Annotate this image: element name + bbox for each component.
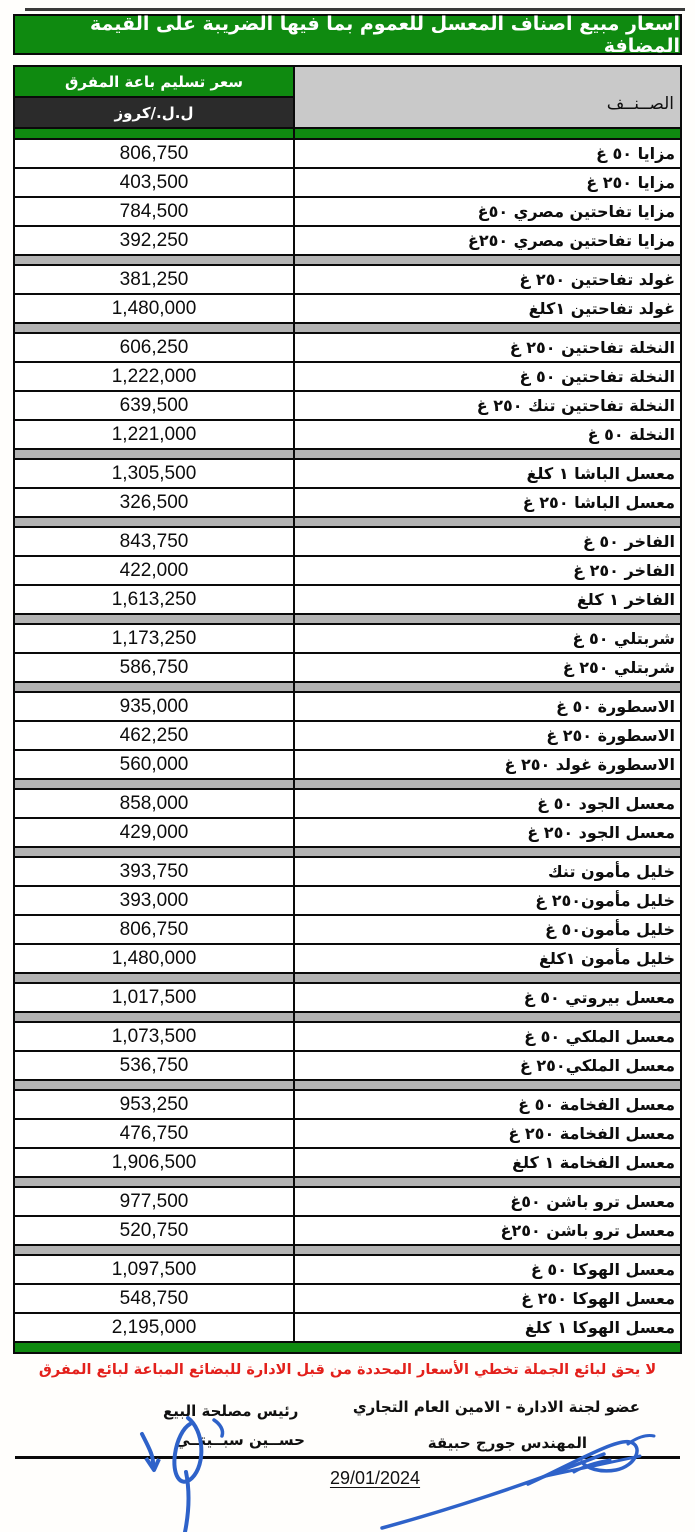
separator-item-cell — [295, 615, 680, 623]
item-cell: الفاخر ٥٠ غ — [582, 532, 675, 551]
separator-price-cell — [15, 1081, 295, 1089]
item-cell: الاسطورة ٥٠ غ — [555, 697, 675, 716]
table-row — [15, 140, 680, 169]
price-cell: 1,480,000 — [15, 295, 295, 322]
item-cell: خليل مأمون ١كلغ — [538, 949, 675, 968]
price-cell: 560,000 — [15, 751, 295, 778]
item-cell: معسل بيروتي ٥٠ غ — [523, 988, 675, 1007]
price-cell: 784,500 — [15, 198, 295, 225]
item-cell: النخلة تفاحتين ٥٠ غ — [519, 367, 675, 386]
item-cell: غولد تفاحتين ٢٥٠ غ — [519, 270, 675, 289]
group-separator — [15, 1013, 680, 1023]
group-separator — [15, 518, 680, 528]
separator-price-cell — [15, 256, 295, 264]
price-cell: 422,000 — [15, 557, 295, 584]
item-cell: معسل الفخامة ٢٥٠ غ — [508, 1124, 675, 1143]
separator-price-cell — [15, 1013, 295, 1021]
table-row — [15, 421, 680, 450]
scan-artifact-line — [25, 8, 685, 11]
price-cell: 1,222,000 — [15, 363, 295, 390]
separator-price-cell — [15, 848, 295, 856]
price-cell: 935,000 — [15, 693, 295, 720]
table-row — [15, 334, 680, 363]
green-separator-top — [15, 129, 680, 140]
table-row — [15, 1091, 680, 1120]
item-cell: خليل مأمون٢٥٠ غ — [535, 891, 675, 910]
item-cell: الفاخر ٢٥٠ غ — [573, 561, 675, 580]
price-cell: 1,221,000 — [15, 421, 295, 448]
table-body — [15, 140, 680, 1343]
price-cell: 393,000 — [15, 887, 295, 914]
separator-price-cell — [15, 683, 295, 691]
item-cell: معسل الباشا ١ كلغ — [526, 464, 675, 483]
table-row — [15, 1149, 680, 1178]
table-row — [15, 945, 680, 974]
item-cell: معسل الملكي٢٥٠ غ — [519, 1056, 675, 1075]
price-cell: 520,750 — [15, 1217, 295, 1244]
price-unit-label: ل.ل./كروز — [15, 98, 293, 127]
table-row — [15, 1314, 680, 1343]
item-cell: الفاخر ١ كلغ — [576, 590, 675, 609]
table-row — [15, 489, 680, 518]
item-cell: معسل الجود ٥٠ غ — [537, 794, 675, 813]
table-row — [15, 586, 680, 615]
item-cell: مزايا تفاحتين مصري ٢٥٠غ — [467, 231, 675, 250]
group-separator — [15, 615, 680, 625]
price-cell: 536,750 — [15, 1052, 295, 1079]
separator-item-cell — [295, 1246, 680, 1254]
price-cell: 476,750 — [15, 1120, 295, 1147]
wholesale-notice-text: لا يحق لبائع الجملة تخطي الأسعار المحددة من قبل الادارة للبضائع المباعة لبائع المفرق — [38, 1362, 657, 1378]
price-cell: 381,250 — [15, 266, 295, 293]
separator-price-cell — [15, 974, 295, 982]
table-row — [15, 887, 680, 916]
price-cell: 403,500 — [15, 169, 295, 196]
item-cell: خليل مأمون٥٠ غ — [545, 920, 675, 939]
item-cell: معسل الجود ٢٥٠ غ — [527, 823, 675, 842]
price-table — [13, 65, 682, 1354]
separator-price-cell — [15, 324, 295, 332]
table-row — [15, 722, 680, 751]
table-row — [15, 751, 680, 780]
item-cell: شربتلي ٢٥٠ غ — [562, 658, 675, 677]
item-cell: معسل ترو باشن ٥٠غ — [510, 1192, 675, 1211]
table-row — [15, 1285, 680, 1314]
item-cell: الاسطورة ٢٥٠ غ — [546, 726, 675, 745]
price-cell: 858,000 — [15, 790, 295, 817]
item-cell: النخلة تفاحتين تنك ٢٥٠ غ — [476, 396, 675, 415]
item-header-label: الصــنــف — [606, 94, 674, 114]
price-cell: 393,750 — [15, 858, 295, 885]
table-row — [15, 625, 680, 654]
item-cell: الاسطورة غولد ٢٥٠ غ — [504, 755, 675, 774]
price-cell: 1,073,500 — [15, 1023, 295, 1050]
group-separator — [15, 780, 680, 790]
item-cell: مزايا تفاحتين مصري ٥٠غ — [477, 202, 675, 221]
separator-item-cell — [295, 974, 680, 982]
separator-item-cell — [295, 256, 680, 264]
group-separator — [15, 683, 680, 693]
group-separator — [15, 450, 680, 460]
item-cell: مزايا ٥٠ غ — [596, 144, 675, 163]
separator-item-cell — [295, 848, 680, 856]
price-cell: 2,195,000 — [15, 1314, 295, 1341]
right-signatory-name: المهندس جورج حبيقة — [427, 1434, 587, 1452]
item-column-header — [295, 67, 680, 127]
table-row — [15, 693, 680, 722]
item-cell: خليل مأمون تنك — [548, 862, 675, 881]
price-cell: 429,000 — [15, 819, 295, 846]
price-cell: 1,305,500 — [15, 460, 295, 487]
price-cell: 1,613,250 — [15, 586, 295, 613]
separator-item-cell — [295, 683, 680, 691]
price-cell: 586,750 — [15, 654, 295, 681]
table-row — [15, 557, 680, 586]
price-cell: 1,480,000 — [15, 945, 295, 972]
separator-item-cell — [295, 1013, 680, 1021]
group-separator — [15, 1081, 680, 1091]
price-cell: 392,250 — [15, 227, 295, 254]
table-row — [15, 819, 680, 848]
separator-price-cell — [15, 1246, 295, 1254]
group-separator — [15, 974, 680, 984]
table-row — [15, 916, 680, 945]
item-cell: معسل الهوكا ١ كلغ — [524, 1318, 675, 1337]
table-row — [15, 1052, 680, 1081]
table-row — [15, 1023, 680, 1052]
price-cell: 977,500 — [15, 1188, 295, 1215]
table-row — [15, 1256, 680, 1285]
item-cell: معسل الفخامة ٥٠ غ — [518, 1095, 675, 1114]
table-row — [15, 460, 680, 489]
table-row — [15, 295, 680, 324]
price-header-label: سعر تسليم باعة المفرق — [15, 67, 293, 98]
table-row — [15, 198, 680, 227]
group-separator — [15, 1178, 680, 1188]
group-separator — [15, 1246, 680, 1256]
left-signatory-title: رئيس مصلحة البيع — [163, 1402, 299, 1420]
table-row — [15, 858, 680, 887]
price-cell: 1,906,500 — [15, 1149, 295, 1176]
price-cell: 1,173,250 — [15, 625, 295, 652]
table-row — [15, 984, 680, 1013]
left-signatory-name: حســين سبــيتــي — [175, 1431, 305, 1449]
item-cell: شربتلي ٥٠ غ — [572, 629, 675, 648]
separator-item-cell — [295, 518, 680, 526]
table-row — [15, 528, 680, 557]
item-cell: معسل الهوكا ٥٠ غ — [530, 1260, 675, 1279]
item-cell: مزايا ٢٥٠ غ — [586, 173, 675, 192]
price-cell: 326,500 — [15, 489, 295, 516]
separator-item-cell — [295, 324, 680, 332]
table-row — [15, 1120, 680, 1149]
price-cell: 843,750 — [15, 528, 295, 555]
item-cell: النخلة ٥٠ غ — [587, 425, 675, 444]
item-cell: معسل الفخامة ١ كلغ — [512, 1153, 675, 1172]
table-row — [15, 790, 680, 819]
separator-price-cell — [15, 615, 295, 623]
price-cell: 548,750 — [15, 1285, 295, 1312]
table-header-row — [15, 67, 680, 129]
table-row — [15, 266, 680, 295]
price-cell: 1,017,500 — [15, 984, 295, 1011]
price-cell: 806,750 — [15, 916, 295, 943]
price-cell: 806,750 — [15, 140, 295, 167]
separator-item-cell — [295, 1178, 680, 1186]
table-row — [15, 654, 680, 683]
right-signatory-title: عضو لجنة الادارة - الامين العام التجاري — [352, 1398, 640, 1416]
price-column-header — [15, 67, 295, 127]
right-handwritten-signature — [378, 1432, 673, 1532]
table-row — [15, 1188, 680, 1217]
table-row — [15, 392, 680, 421]
green-separator-bottom — [15, 1343, 680, 1352]
table-row — [15, 1217, 680, 1246]
price-cell: 953,250 — [15, 1091, 295, 1118]
price-cell: 606,250 — [15, 334, 295, 361]
separator-price-cell — [15, 518, 295, 526]
separator-item-cell — [295, 1081, 680, 1089]
item-cell: معسل الباشا ٢٥٠ غ — [522, 493, 675, 512]
group-separator — [15, 848, 680, 858]
separator-price-cell — [15, 450, 295, 458]
left-handwritten-signature — [128, 1412, 233, 1532]
separator-item-cell — [295, 780, 680, 788]
separator-price-cell — [15, 1178, 295, 1186]
group-separator — [15, 256, 680, 266]
table-row — [15, 363, 680, 392]
page-title: اسعار مبيع اصناف المعسل للعموم بما فيها الضريبة على القيمة المضافة — [90, 12, 680, 57]
item-cell: النخلة تفاحتين ٢٥٠ غ — [509, 338, 675, 357]
item-cell: معسل ترو باشن ٢٥٠غ — [500, 1221, 675, 1240]
price-cell: 1,097,500 — [15, 1256, 295, 1283]
item-cell: معسل الملكي ٥٠ غ — [524, 1027, 675, 1046]
separator-price-cell — [15, 780, 295, 788]
separator-item-cell — [295, 450, 680, 458]
item-cell: غولد تفاحتين ١كلغ — [528, 299, 675, 318]
document-title-bar — [13, 14, 682, 55]
document-date: 29/01/2024 — [329, 1468, 421, 1488]
table-row — [15, 169, 680, 198]
group-separator — [15, 324, 680, 334]
price-cell: 639,500 — [15, 392, 295, 419]
table-row — [15, 227, 680, 256]
price-cell: 462,250 — [15, 722, 295, 749]
item-cell: معسل الهوكا ٢٥٠ غ — [521, 1289, 675, 1308]
